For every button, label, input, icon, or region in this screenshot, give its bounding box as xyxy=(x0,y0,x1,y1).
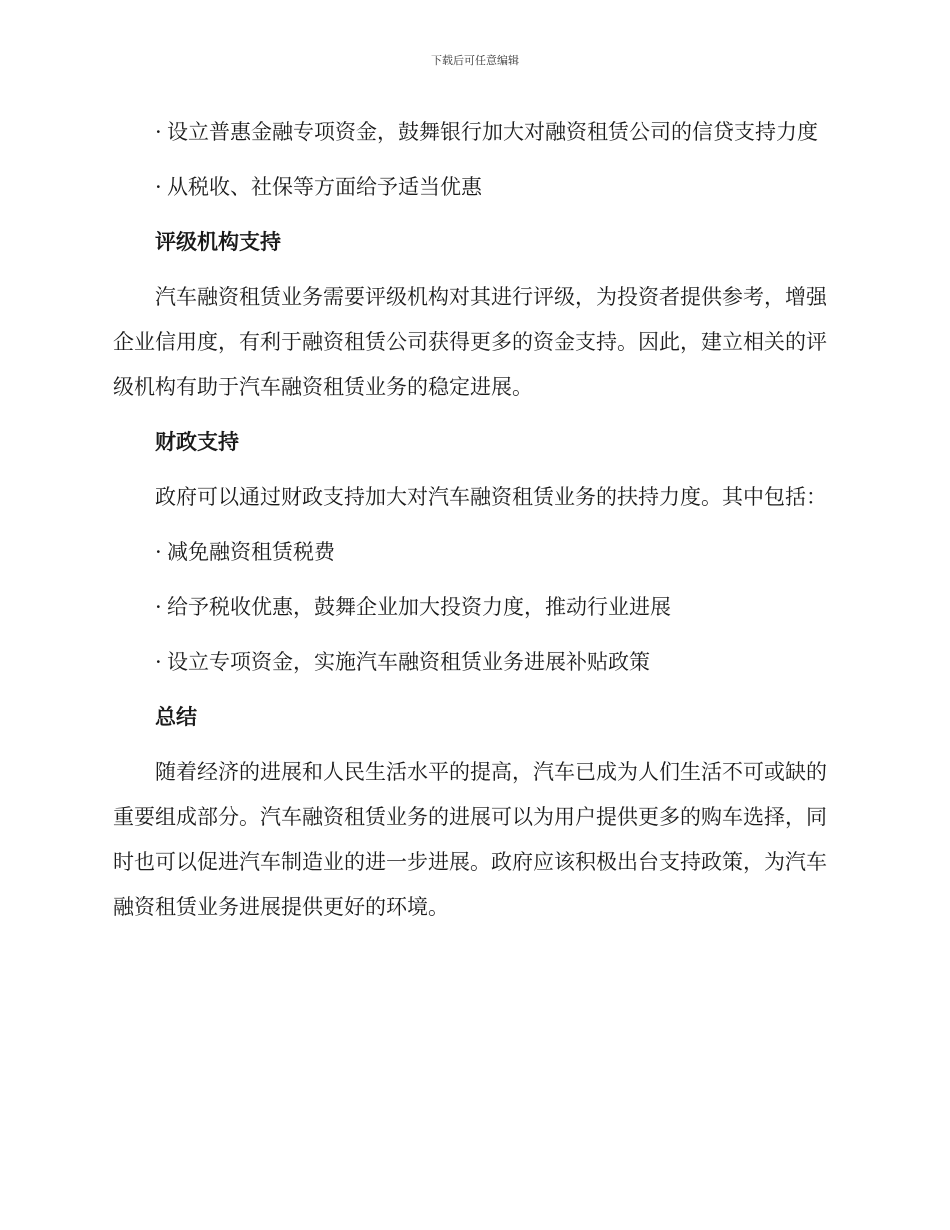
bullet-icon: · xyxy=(155,540,162,564)
bullet-icon: · xyxy=(155,120,162,144)
document-body xyxy=(113,110,835,940)
section-heading: 总结 xyxy=(155,705,197,729)
section-heading: 评级机构支持 xyxy=(155,230,281,254)
bullet-text: 减免融资租赁税费 xyxy=(167,540,335,564)
bullet-item xyxy=(113,530,835,575)
bullet-text: 从税收、社保等方面给予适当优惠 xyxy=(167,175,482,199)
paragraph: 汽车融资租赁业务需要评级机构对其进行评级，为投资者提供参考，增强企业信用度，有利于融资租赁公司获得更多的资金支持。因此，建立相关的评级机构有助于汽车融资租赁业务的稳定进展。 xyxy=(113,285,827,399)
bullet-item xyxy=(113,110,835,155)
bullet-item xyxy=(113,640,835,685)
bullet-icon: · xyxy=(155,650,162,674)
bullet-text: 设立专项资金，实施汽车融资租赁业务进展补贴政策 xyxy=(167,650,650,674)
bullet-item xyxy=(113,165,835,210)
bullet-text: 设立普惠金融专项资金，鼓舞银行加大对融资租赁公司的信贷支持力度 xyxy=(167,120,818,144)
paragraph: 政府可以通过财政支持加大对汽车融资租赁业务的扶持力度。其中包括： xyxy=(155,485,827,509)
bullet-icon: · xyxy=(155,595,162,619)
bullet-item xyxy=(113,585,835,630)
page-header: 下载后可任意编辑 xyxy=(431,54,519,67)
section-heading: 财政支持 xyxy=(155,430,239,454)
paragraph: 随着经济的进展和人民生活水平的提高，汽车已成为人们生活不可或缺的重要组成部分。汽车融资租赁业务的进展可以为用户提供更多的购车选择，同时也可以促进汽车制造业的进一步进展。政府应该积极出台支持政策，为汽车融资租赁业务进展提供更好的环境。 xyxy=(113,760,827,919)
bullet-icon: · xyxy=(155,175,162,199)
bullet-text: 给予税收优惠，鼓舞企业加大投资力度，推动行业进展 xyxy=(167,595,671,619)
